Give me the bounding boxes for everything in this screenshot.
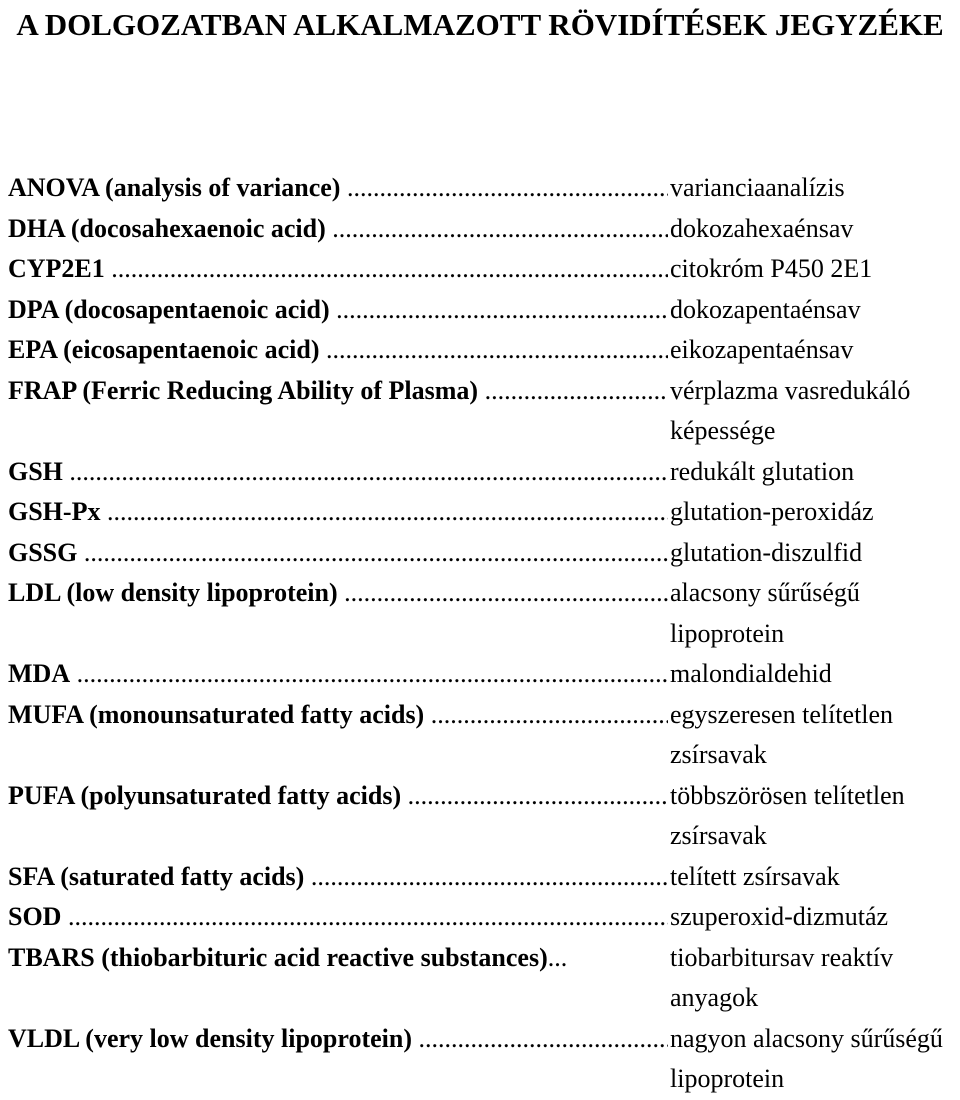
- list-item: [8, 776, 960, 857]
- abbreviation-term: TBARS (thiobarbituric acid reactive substances) ...: [8, 938, 567, 979]
- abbreviation-term-cell: [8, 492, 668, 533]
- abbreviation-definition: malondialdehid: [670, 659, 832, 688]
- list-item: [8, 492, 960, 533]
- abbreviation-term: MUFA (monounsaturated fatty acids) .....: [8, 695, 668, 736]
- abbreviation-definition: varianciaanalízis: [670, 173, 845, 202]
- abbreviation-definition: glutation-peroxidáz: [670, 497, 874, 526]
- abbreviation-definition: dokozapentaénsav: [670, 294, 861, 324]
- abbreviation-term-cell: [8, 573, 668, 654]
- abbreviation-list: [8, 168, 960, 1100]
- abbreviation-definition: dokozahexaénsav: [670, 213, 854, 243]
- abbreviation-term-cell: [8, 776, 668, 857]
- abbreviation-definition: többszörösen telítetlen zsírsavak: [670, 780, 905, 850]
- page-title: A DOLGOZATBAN ALKALMAZOTT RÖVIDÍTÉSEK JEGYZÉKE: [16, 7, 944, 42]
- abbreviation-term-cell: [8, 330, 668, 371]
- list-item: [8, 249, 960, 290]
- list-item: [8, 533, 960, 574]
- abbreviation-definition: nagyon alacsony sűrűségű lipoprotein: [670, 1023, 943, 1093]
- abbreviation-term-cell: [8, 168, 668, 209]
- abbreviation-term-cell: [8, 371, 668, 452]
- abbreviation-term-cell: [8, 1019, 668, 1100]
- abbreviation-term-cell: [8, 249, 668, 290]
- abbreviation-term-cell: [8, 654, 668, 695]
- abbreviation-term: SOD .....: [8, 897, 668, 938]
- list-item: [8, 654, 960, 695]
- abbreviation-definition: glutation-diszulfid: [670, 537, 863, 567]
- list-item: [8, 290, 960, 331]
- abbreviation-term-cell: [8, 695, 668, 776]
- abbreviation-definition: telített zsírsavak: [670, 861, 840, 891]
- list-item: [8, 371, 960, 452]
- abbreviation-definition: eikozapentaénsav: [670, 335, 854, 364]
- abbreviation-term: FRAP (Ferric Reducing Ability of Plasma) .....: [8, 371, 668, 412]
- abbreviation-term: CYP2E1 .....: [8, 249, 668, 290]
- abbreviation-term: VLDL (very low density lipoprotein) .....: [8, 1019, 668, 1060]
- abbreviation-term-cell: [8, 452, 668, 493]
- abbreviation-term: PUFA (polyunsaturated fatty acids) .....: [8, 776, 668, 817]
- list-item: [8, 857, 960, 898]
- list-item: [8, 695, 960, 776]
- abbreviation-definition: alacsony sűrűségű lipoprotein: [670, 578, 860, 648]
- abbreviation-term: MDA .....: [8, 654, 668, 695]
- list-item: [8, 938, 960, 1019]
- abbreviation-term-cell: [8, 857, 668, 898]
- abbreviation-term: GSH .....: [8, 452, 668, 493]
- abbreviation-term-cell: [8, 938, 668, 1019]
- abbreviation-term: DHA (docosahexaenoic acid) .....: [8, 209, 668, 250]
- abbreviation-definition: egyszeresen telítetlen zsírsavak: [670, 699, 894, 769]
- list-item: [8, 1019, 960, 1100]
- abbreviation-term-cell: [8, 533, 668, 574]
- list-item: [8, 897, 960, 938]
- abbreviation-definition: tiobarbitursav reaktív anyagok: [670, 942, 894, 1012]
- abbreviation-term: LDL (low density lipoprotein) .....: [8, 573, 668, 614]
- list-item: [8, 452, 960, 493]
- abbreviation-term-cell: [8, 209, 668, 250]
- list-item: [8, 573, 960, 654]
- list-item: [8, 330, 960, 371]
- abbreviation-term-cell: [8, 290, 668, 331]
- abbreviation-term: DPA (docosapentaenoic acid) .....: [8, 290, 668, 331]
- abbreviation-term: ANOVA (analysis of variance) .....: [8, 168, 668, 209]
- abbreviation-definition: redukált glutation: [670, 456, 855, 486]
- abbreviation-term: GSH-Px .....: [8, 492, 668, 533]
- abbreviation-definition: citokróm P450 2E1: [670, 254, 873, 283]
- abbreviation-term-cell: [8, 897, 668, 938]
- abbreviation-term: GSSG .....: [8, 533, 668, 574]
- abbreviation-term: EPA (eicosapentaenoic acid) .....: [8, 330, 668, 371]
- abbreviation-term: SFA (saturated fatty acids) .....: [8, 857, 668, 898]
- list-item: [8, 168, 960, 209]
- abbreviation-definition: szuperoxid-dizmutáz: [670, 902, 889, 931]
- list-item: [8, 209, 960, 250]
- abbreviation-definition: vérplazma vasredukáló képessége: [670, 375, 911, 445]
